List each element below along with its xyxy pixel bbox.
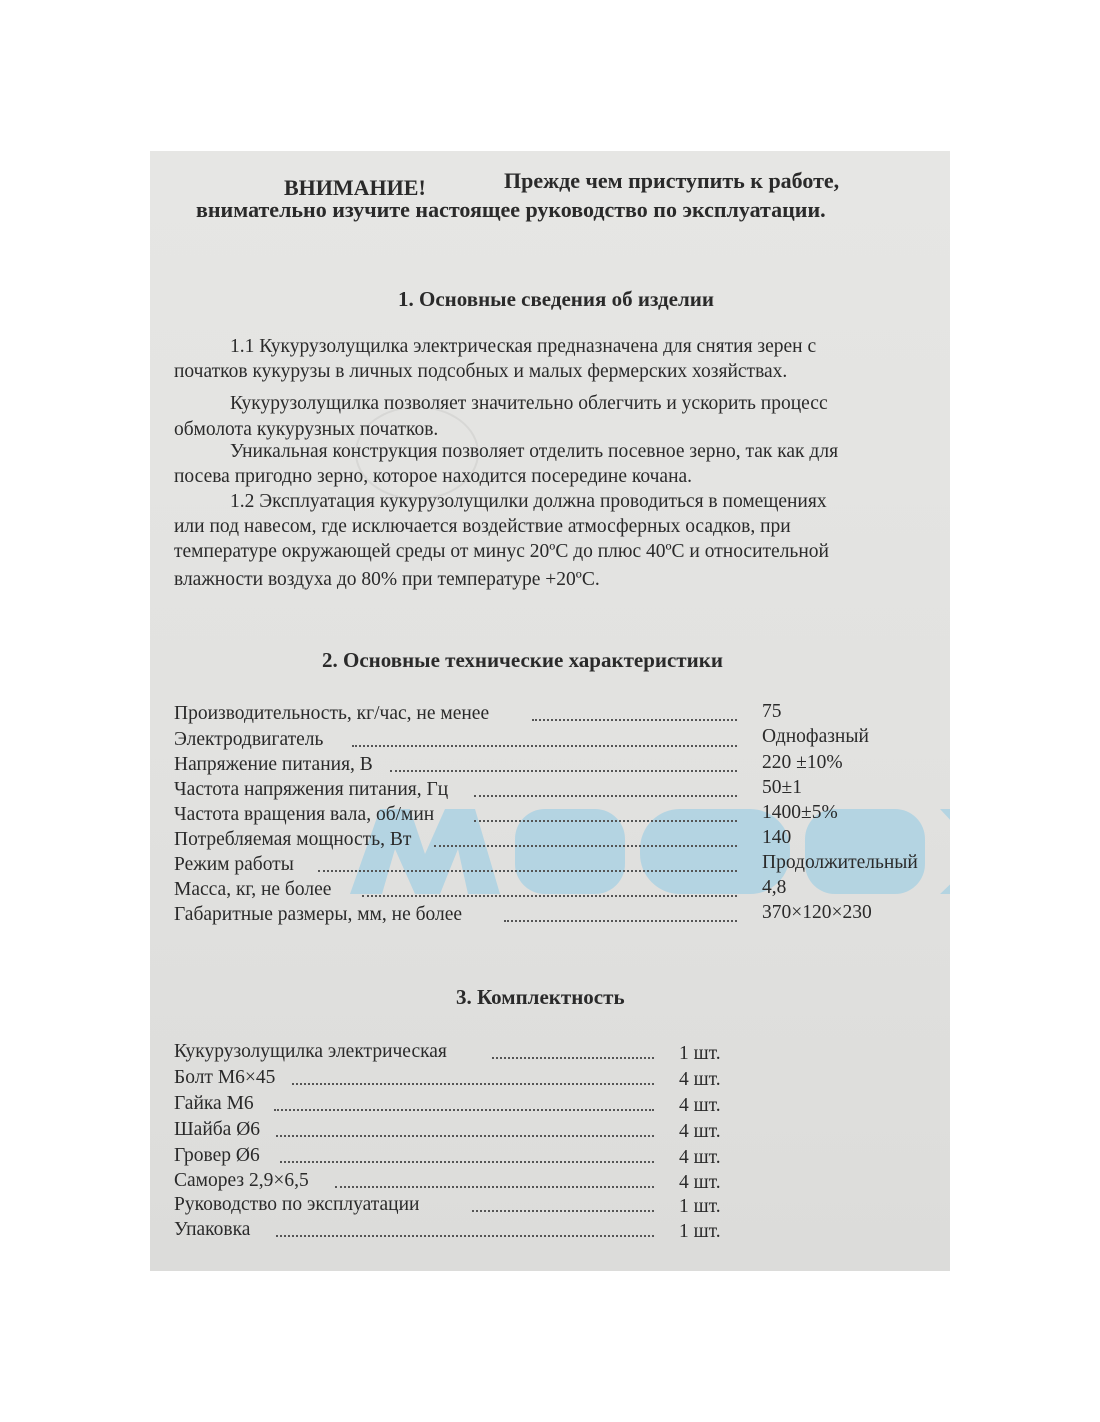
- spec-label: Потребляемая мощность, Вт: [174, 829, 412, 850]
- spec-label: Напряжение питания, В: [174, 754, 373, 775]
- leader-dots: [274, 1109, 654, 1111]
- spec-label: Частота вращения вала, об/мин: [174, 804, 435, 825]
- leader-dots: [390, 770, 737, 772]
- leader-dots: [472, 1210, 654, 1212]
- spec-value: Однофазный: [762, 726, 869, 747]
- attention-word: ВНИМАНИЕ!: [284, 175, 426, 200]
- spec-value: 220 ±10%: [762, 752, 843, 773]
- kit-item-label: Саморез 2,9×6,5: [174, 1170, 309, 1191]
- kit-item-label: Гайка М6: [174, 1093, 254, 1114]
- kit-item-qty: 4 шт.: [679, 1095, 721, 1116]
- leader-dots: [335, 1186, 654, 1188]
- kit-item-qty: 4 шт.: [679, 1147, 721, 1168]
- section1-line: температуре окружающей среды от минус 20ºС до плюс 40ºС и относительной: [174, 541, 829, 562]
- section1-line: Уникальная конструкция позволяет отделить посевное зерно, так как для: [230, 441, 839, 462]
- kit-item-label: Кукурузолущилка электрическая: [174, 1041, 447, 1062]
- leader-dots: [318, 870, 737, 872]
- kit-item-qty: 1 шт.: [679, 1221, 721, 1242]
- section1-line: Кукурузолущилка позволяет значительно облегчить и ускорить процесс: [230, 393, 828, 414]
- kit-item-qty: 4 шт.: [679, 1069, 721, 1090]
- leader-dots: [532, 719, 737, 721]
- spec-value: 140: [762, 827, 792, 848]
- leader-dots: [474, 795, 737, 797]
- section3-heading: 3. Комплектность: [456, 985, 625, 1009]
- section2-heading: 2. Основные технические характеристики: [322, 648, 723, 672]
- spec-value: Продолжительный: [762, 852, 918, 873]
- leader-dots: [474, 820, 737, 822]
- attention-line-2: внимательно изучите настоящее руководство по эксплуатации.: [196, 197, 826, 222]
- kit-item-qty: 4 шт.: [679, 1121, 721, 1142]
- section1-line: 1.1 Кукурузолущилка электрическая предназначена для снятия зерен с: [230, 336, 817, 357]
- spec-label: Масса, кг, не более: [174, 879, 332, 900]
- section1-line: влажности воздуха до 80% при температуре +20ºС.: [174, 569, 600, 590]
- kit-item-label: Гровер Ø6: [174, 1145, 260, 1166]
- spec-value: 4,8: [762, 877, 787, 898]
- spec-label: Режим работы: [174, 854, 294, 875]
- leader-dots: [362, 895, 737, 897]
- spec-value: 75: [762, 701, 782, 722]
- kit-item-qty: 4 шт.: [679, 1172, 721, 1193]
- leader-dots: [492, 1057, 654, 1059]
- section1-line: или под навесом, где исключается воздействие атмосферных осадков, при: [174, 516, 791, 537]
- section1-line: 1.2 Эксплуатация кукурузолущилки должна проводиться в помещениях: [230, 491, 827, 512]
- spec-label: Частота напряжения питания, Гц: [174, 779, 449, 800]
- section1-heading: 1. Основные сведения об изделии: [398, 287, 714, 311]
- kit-item-label: Шайба Ø6: [174, 1119, 261, 1140]
- attention-line-1: Прежде чем приступить к работе,: [504, 168, 840, 193]
- kit-item-label: Руководство по эксплуатации: [174, 1194, 420, 1215]
- leader-dots: [292, 1083, 654, 1085]
- leader-dots: [276, 1235, 654, 1237]
- leader-dots: [434, 845, 737, 847]
- leader-dots: [504, 920, 737, 922]
- kit-item-qty: 1 шт.: [679, 1043, 721, 1064]
- section1-line: посева пригодно зерно, которое находится посередине кочана.: [174, 466, 693, 487]
- spec-label: Производительность, кг/час, не менее: [174, 703, 490, 724]
- spec-value: 370×120×230: [762, 902, 872, 923]
- section1-line: початков кукурузы в личных подсобных и малых фермерских хозяйствах.: [174, 361, 788, 382]
- leader-dots: [280, 1161, 654, 1163]
- spec-value: 1400±5%: [762, 802, 838, 823]
- kit-item-qty: 1 шт.: [679, 1196, 721, 1217]
- leader-dots: [352, 745, 737, 747]
- section1-line: обмолота кукурузных початков.: [174, 419, 439, 440]
- leader-dots: [276, 1135, 654, 1137]
- kit-item-label: Болт М6×45: [174, 1067, 276, 1088]
- spec-label: Электродвигатель: [174, 729, 324, 750]
- kit-item-label: Упаковка: [174, 1219, 251, 1240]
- spec-label: Габаритные размеры, мм, не более: [174, 904, 463, 925]
- spec-value: 50±1: [762, 777, 802, 798]
